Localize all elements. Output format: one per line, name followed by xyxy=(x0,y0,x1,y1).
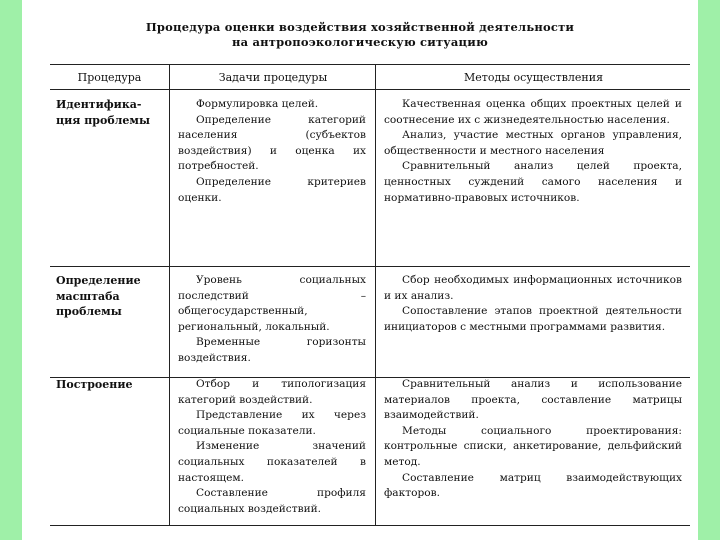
row-3-procedure: Построение xyxy=(56,378,133,391)
row-1-procedure: Идентифика- ция проблемы xyxy=(56,98,150,127)
column-divider xyxy=(375,65,376,525)
row-3-methods xyxy=(384,377,682,502)
task-item: Составление профиля социальных воздействий. xyxy=(178,487,366,515)
task-item: Уровень социальных последствий – общегосударственный, региональный, локальный. xyxy=(178,274,366,333)
method-item: Сбор необходимых информационных источников и их анализ. xyxy=(384,274,682,302)
title-line-2: на антропоэкологическую ситуацию xyxy=(232,35,488,49)
row-2-tasks xyxy=(178,273,366,367)
header-divider xyxy=(50,89,690,90)
method-item: Анализ, участие местных органов управления, общественности и местного населения xyxy=(384,129,682,157)
method-item: Методы социального проектирования: контрольные списки, анкетирование, дельфийский метод. xyxy=(384,424,682,468)
header-tasks: Задачи процедуры xyxy=(218,71,328,84)
title-line-1: Процедура оценки воздействия хозяйственной деятельности xyxy=(145,20,575,34)
row-1-tasks xyxy=(178,97,366,206)
row-2-procedure: Определение масштаба проблемы xyxy=(56,274,141,319)
task-item: Временные горизонты воздействия. xyxy=(178,336,366,364)
row-1-methods xyxy=(384,97,682,206)
task-item: Представление их через социальные показатели. xyxy=(178,409,366,437)
document-title xyxy=(22,20,698,50)
header-procedure: Процедура xyxy=(77,71,142,84)
task-item: Изменение значений социальных показателей в настоящем. xyxy=(178,440,366,484)
task-item: Отбор и типологизация категорий воздействий. xyxy=(178,378,366,406)
method-item: Составление матриц взаимодействующих факторов. xyxy=(384,471,682,500)
method-item: Качественная оценка общих проектных целей и соотнесение их с жизнедеятельностью населения. xyxy=(384,98,682,126)
document-page xyxy=(22,0,698,540)
row-3-tasks xyxy=(178,377,366,517)
procedure-table xyxy=(50,64,690,526)
row-2-methods xyxy=(384,273,682,335)
task-item: Определение критериев оценки. xyxy=(178,175,366,204)
task-item: Определение категорий населения (субъектов воздействия) и оценка их потребностей. xyxy=(178,113,366,173)
header-methods: Методы осуществления xyxy=(463,71,604,84)
row-divider xyxy=(50,266,690,267)
column-divider xyxy=(169,65,170,525)
task-item: Формулировка целей. xyxy=(196,98,319,110)
method-item: Сопоставление этапов проектной деятельности инициаторов с местными программами развития. xyxy=(384,305,682,333)
method-item: Сравнительный анализ и использование материалов проекта, составление матрицы взаимодействий. xyxy=(384,378,682,422)
method-item: Сравнительный анализ целей проекта, ценностных суждений самого населения и нормативно-правовых источников. xyxy=(384,160,682,204)
